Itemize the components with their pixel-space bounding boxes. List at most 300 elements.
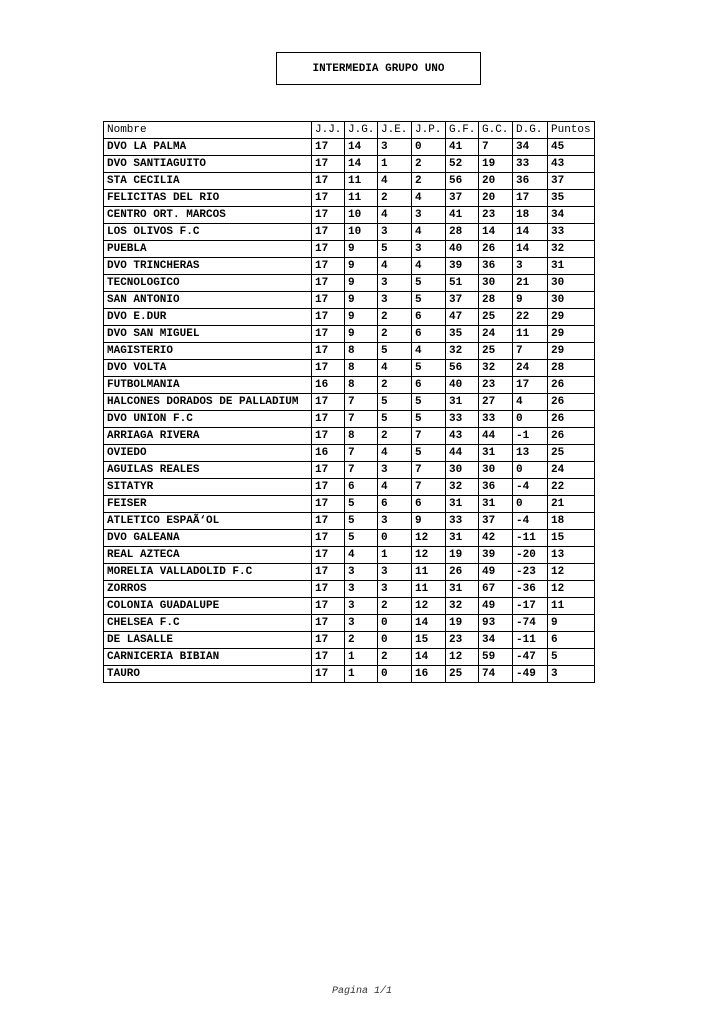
team-name-cell: COLONIA GUADALUPE — [104, 598, 312, 615]
stat-cell: 12 — [548, 581, 595, 598]
stat-cell: 11 — [412, 581, 446, 598]
stat-cell: 0 — [378, 615, 412, 632]
stat-cell: 33 — [548, 224, 595, 241]
table-row — [104, 411, 595, 428]
stat-cell: 42 — [479, 530, 513, 547]
stat-cell: 32 — [479, 360, 513, 377]
table-row — [104, 428, 595, 445]
stat-cell: 2 — [378, 377, 412, 394]
table-row — [104, 292, 595, 309]
stat-cell: 8 — [345, 343, 378, 360]
stat-cell: 47 — [446, 309, 479, 326]
stat-cell: 4 — [378, 258, 412, 275]
stat-cell: 12 — [548, 564, 595, 581]
stat-cell: 23 — [446, 632, 479, 649]
stat-cell: 17 — [312, 309, 345, 326]
standings-table — [103, 121, 595, 683]
stat-cell: 1 — [378, 156, 412, 173]
team-name-cell: DVO SANTIAGUITO — [104, 156, 312, 173]
stat-cell: 25 — [479, 343, 513, 360]
table-row — [104, 547, 595, 564]
team-name-cell: LOS OLIVOS F.C — [104, 224, 312, 241]
stat-cell: 7 — [412, 462, 446, 479]
stat-cell: 5 — [412, 360, 446, 377]
stat-cell: 19 — [446, 547, 479, 564]
stat-cell: 3 — [378, 139, 412, 156]
team-name-cell: CHELSEA F.C — [104, 615, 312, 632]
stat-cell: 24 — [548, 462, 595, 479]
stat-cell: 34 — [513, 139, 548, 156]
stat-cell: 17 — [312, 513, 345, 530]
table-row — [104, 190, 595, 207]
stat-cell: 30 — [479, 462, 513, 479]
stat-cell: 9 — [345, 275, 378, 292]
stat-cell: 12 — [412, 547, 446, 564]
stat-cell: 4 — [378, 479, 412, 496]
stat-cell: 2 — [345, 632, 378, 649]
stat-cell: 34 — [479, 632, 513, 649]
table-row — [104, 649, 595, 666]
stat-cell: 29 — [548, 343, 595, 360]
table-header-row — [104, 122, 595, 139]
stat-cell: 4 — [412, 190, 446, 207]
stat-cell: 25 — [446, 666, 479, 683]
stat-cell: 7 — [345, 411, 378, 428]
table-row — [104, 360, 595, 377]
stat-cell: 31 — [446, 496, 479, 513]
stat-cell: 4 — [378, 207, 412, 224]
stat-cell: 14 — [513, 241, 548, 258]
stat-cell: 3 — [378, 513, 412, 530]
team-name-cell: AGUILAS REALES — [104, 462, 312, 479]
stat-cell: 14 — [479, 224, 513, 241]
page-title: INTERMEDIA GRUPO UNO — [276, 52, 481, 85]
table-row — [104, 139, 595, 156]
stat-cell: 41 — [446, 139, 479, 156]
table-row — [104, 156, 595, 173]
stat-cell: 20 — [479, 190, 513, 207]
stat-cell: 31 — [479, 496, 513, 513]
stat-cell: 51 — [446, 275, 479, 292]
team-name-cell: ATLETICO ESPAÃ‘OL — [104, 513, 312, 530]
stat-cell: 28 — [479, 292, 513, 309]
stat-cell: 5 — [378, 343, 412, 360]
column-header: D.G. — [513, 122, 548, 139]
stat-cell: 17 — [312, 649, 345, 666]
table-row — [104, 564, 595, 581]
team-name-cell: TAURO — [104, 666, 312, 683]
stat-cell: 56 — [446, 173, 479, 190]
stat-cell: 30 — [548, 292, 595, 309]
stat-cell: 37 — [548, 173, 595, 190]
stat-cell: 31 — [446, 530, 479, 547]
stat-cell: 17 — [312, 547, 345, 564]
column-header: Nombre — [104, 122, 312, 139]
stat-cell: 7 — [345, 462, 378, 479]
stat-cell: 10 — [345, 207, 378, 224]
stat-cell: -74 — [513, 615, 548, 632]
stat-cell: 5 — [378, 241, 412, 258]
column-header: J.E. — [378, 122, 412, 139]
table-row — [104, 581, 595, 598]
stat-cell: 26 — [548, 394, 595, 411]
stat-cell: 5 — [378, 411, 412, 428]
stat-cell: 8 — [345, 377, 378, 394]
stat-cell: 27 — [479, 394, 513, 411]
table-row — [104, 326, 595, 343]
stat-cell: -4 — [513, 513, 548, 530]
stat-cell: 3 — [378, 581, 412, 598]
stat-cell: 9 — [513, 292, 548, 309]
table-row — [104, 513, 595, 530]
team-name-cell: PUEBLA — [104, 241, 312, 258]
stat-cell: 11 — [345, 173, 378, 190]
stat-cell: 9 — [345, 326, 378, 343]
stat-cell: 5 — [345, 530, 378, 547]
stat-cell: 31 — [446, 394, 479, 411]
stat-cell: 6 — [412, 309, 446, 326]
team-name-cell: MAGISTERIO — [104, 343, 312, 360]
stat-cell: 56 — [446, 360, 479, 377]
stat-cell: 29 — [548, 326, 595, 343]
stat-cell: -20 — [513, 547, 548, 564]
table-row — [104, 615, 595, 632]
team-name-cell: DVO LA PALMA — [104, 139, 312, 156]
team-name-cell: CARNICERIA BIBIAN — [104, 649, 312, 666]
stat-cell: 2 — [378, 309, 412, 326]
stat-cell: 33 — [446, 513, 479, 530]
stat-cell: 4 — [412, 258, 446, 275]
stat-cell: 29 — [548, 309, 595, 326]
team-name-cell: SITATYR — [104, 479, 312, 496]
stat-cell: 32 — [446, 479, 479, 496]
stat-cell: 6 — [378, 496, 412, 513]
stat-cell: 59 — [479, 649, 513, 666]
stat-cell: 4 — [378, 445, 412, 462]
stat-cell: 2 — [378, 326, 412, 343]
team-name-cell: DVO TRINCHERAS — [104, 258, 312, 275]
stat-cell: 14 — [412, 649, 446, 666]
stat-cell: 22 — [513, 309, 548, 326]
stat-cell: 1 — [378, 547, 412, 564]
stat-cell: 33 — [479, 411, 513, 428]
table-row — [104, 258, 595, 275]
table-row — [104, 666, 595, 683]
stat-cell: 7 — [345, 445, 378, 462]
table-row — [104, 207, 595, 224]
stat-cell: 4 — [412, 343, 446, 360]
stat-cell: 17 — [312, 360, 345, 377]
stat-cell: 17 — [312, 326, 345, 343]
stat-cell: 4 — [412, 224, 446, 241]
team-name-cell: DE LASALLE — [104, 632, 312, 649]
stat-cell: 39 — [479, 547, 513, 564]
team-name-cell: FELICITAS DEL RIO — [104, 190, 312, 207]
team-name-cell: FEISER — [104, 496, 312, 513]
table-row — [104, 275, 595, 292]
stat-cell: 7 — [345, 394, 378, 411]
team-name-cell: ARRIAGA RIVERA — [104, 428, 312, 445]
stat-cell: 37 — [446, 292, 479, 309]
stat-cell: 3 — [548, 666, 595, 683]
stat-cell: 17 — [312, 258, 345, 275]
stat-cell: 31 — [548, 258, 595, 275]
stat-cell: 7 — [412, 428, 446, 445]
stat-cell: -17 — [513, 598, 548, 615]
stat-cell: 17 — [312, 632, 345, 649]
stat-cell: 17 — [312, 615, 345, 632]
stat-cell: 45 — [548, 139, 595, 156]
stat-cell: 8 — [345, 360, 378, 377]
stat-cell: 44 — [479, 428, 513, 445]
stat-cell: 2 — [378, 598, 412, 615]
stat-cell: 11 — [345, 190, 378, 207]
stat-cell: 49 — [479, 564, 513, 581]
table-row — [104, 241, 595, 258]
stat-cell: 30 — [479, 275, 513, 292]
stat-cell: 44 — [446, 445, 479, 462]
column-header: J.J. — [312, 122, 345, 139]
stat-cell: 16 — [312, 445, 345, 462]
stat-cell: 32 — [548, 241, 595, 258]
stat-cell: 17 — [312, 173, 345, 190]
stat-cell: 2 — [412, 173, 446, 190]
stat-cell: 3 — [412, 207, 446, 224]
stat-cell: 4 — [513, 394, 548, 411]
stat-cell: 3 — [378, 275, 412, 292]
stat-cell: 9 — [345, 292, 378, 309]
stat-cell: 10 — [345, 224, 378, 241]
stat-cell: 5 — [412, 445, 446, 462]
stat-cell: 25 — [479, 309, 513, 326]
stat-cell: 12 — [446, 649, 479, 666]
stat-cell: 31 — [479, 445, 513, 462]
stat-cell: 26 — [548, 377, 595, 394]
stat-cell: 3 — [345, 581, 378, 598]
stat-cell: 17 — [312, 598, 345, 615]
stat-cell: 14 — [345, 156, 378, 173]
stat-cell: -23 — [513, 564, 548, 581]
stat-cell: 52 — [446, 156, 479, 173]
stat-cell: 0 — [378, 530, 412, 547]
stat-cell: 17 — [312, 581, 345, 598]
stat-cell: 9 — [345, 309, 378, 326]
column-header: G.C. — [479, 122, 513, 139]
column-header: G.F. — [446, 122, 479, 139]
stat-cell: 0 — [378, 632, 412, 649]
stat-cell: 17 — [312, 139, 345, 156]
stat-cell: 12 — [412, 530, 446, 547]
stat-cell: 30 — [446, 462, 479, 479]
stat-cell: 5 — [412, 394, 446, 411]
stat-cell: 13 — [513, 445, 548, 462]
team-name-cell: DVO SAN MIGUEL — [104, 326, 312, 343]
stat-cell: 26 — [446, 564, 479, 581]
stat-cell: 5 — [412, 292, 446, 309]
stat-cell: 1 — [345, 649, 378, 666]
stat-cell: 3 — [378, 292, 412, 309]
stat-cell: 9 — [345, 258, 378, 275]
table-row — [104, 479, 595, 496]
team-name-cell: SAN ANTONIO — [104, 292, 312, 309]
stat-cell: 17 — [312, 190, 345, 207]
stat-cell: 5 — [345, 496, 378, 513]
stat-cell: 22 — [548, 479, 595, 496]
team-name-cell: HALCONES DORADOS DE PALLADIUM — [104, 394, 312, 411]
team-name-cell: TECNOLOGICO — [104, 275, 312, 292]
stat-cell: 3 — [412, 241, 446, 258]
stat-cell: -49 — [513, 666, 548, 683]
stat-cell: 15 — [548, 530, 595, 547]
team-name-cell: DVO VOLTA — [104, 360, 312, 377]
stat-cell: 6 — [412, 377, 446, 394]
stat-cell: 67 — [479, 581, 513, 598]
stat-cell: 5 — [412, 411, 446, 428]
stat-cell: 24 — [479, 326, 513, 343]
stat-cell: 23 — [479, 207, 513, 224]
stat-cell: 11 — [513, 326, 548, 343]
stat-cell: 17 — [312, 394, 345, 411]
stat-cell: 40 — [446, 377, 479, 394]
stat-cell: 17 — [312, 428, 345, 445]
stat-cell: 37 — [446, 190, 479, 207]
stat-cell: 17 — [312, 207, 345, 224]
stat-cell: 6 — [412, 326, 446, 343]
stat-cell: 17 — [312, 241, 345, 258]
stat-cell: -36 — [513, 581, 548, 598]
stat-cell: 21 — [548, 496, 595, 513]
stat-cell: 13 — [548, 547, 595, 564]
table-row — [104, 632, 595, 649]
stat-cell: 9 — [345, 241, 378, 258]
stat-cell: 36 — [479, 258, 513, 275]
stat-cell: 6 — [548, 632, 595, 649]
stat-cell: 7 — [479, 139, 513, 156]
stat-cell: 17 — [513, 190, 548, 207]
stat-cell: 26 — [548, 428, 595, 445]
stat-cell: 1 — [345, 666, 378, 683]
stat-cell: 9 — [548, 615, 595, 632]
stat-cell: 0 — [513, 411, 548, 428]
stat-cell: 5 — [412, 275, 446, 292]
stat-cell: 17 — [312, 292, 345, 309]
team-name-cell: MORELIA VALLADOLID F.C — [104, 564, 312, 581]
team-name-cell: STA CECILIA — [104, 173, 312, 190]
stat-cell: 40 — [446, 241, 479, 258]
stat-cell: 31 — [446, 581, 479, 598]
stat-cell: 30 — [548, 275, 595, 292]
stat-cell: 39 — [446, 258, 479, 275]
stat-cell: 43 — [446, 428, 479, 445]
stat-cell: 3 — [378, 462, 412, 479]
stat-cell: 25 — [548, 445, 595, 462]
page-footer: Pagina 1/1 — [331, 986, 392, 997]
stat-cell: 14 — [345, 139, 378, 156]
stat-cell: 11 — [412, 564, 446, 581]
column-header: J.G. — [345, 122, 378, 139]
team-name-cell: REAL AZTECA — [104, 547, 312, 564]
column-header: Puntos — [548, 122, 595, 139]
stat-cell: 7 — [412, 479, 446, 496]
stat-cell: 34 — [548, 207, 595, 224]
stat-cell: 2 — [378, 428, 412, 445]
stat-cell: 33 — [513, 156, 548, 173]
stat-cell: 37 — [479, 513, 513, 530]
stat-cell: 35 — [548, 190, 595, 207]
stat-cell: 6 — [345, 479, 378, 496]
stat-cell: -1 — [513, 428, 548, 445]
stat-cell: 19 — [446, 615, 479, 632]
stat-cell: 17 — [312, 479, 345, 496]
table-row — [104, 462, 595, 479]
table-row — [104, 173, 595, 190]
stat-cell: 28 — [548, 360, 595, 377]
stat-cell: 17 — [312, 530, 345, 547]
stat-cell: 8 — [345, 428, 378, 445]
stat-cell: 35 — [446, 326, 479, 343]
stat-cell: 17 — [312, 343, 345, 360]
stat-cell: 28 — [446, 224, 479, 241]
stat-cell: -11 — [513, 632, 548, 649]
stat-cell: 0 — [513, 496, 548, 513]
stat-cell: 0 — [378, 666, 412, 683]
stat-cell: 12 — [412, 598, 446, 615]
table-row — [104, 343, 595, 360]
stat-cell: 17 — [513, 377, 548, 394]
stat-cell: 0 — [412, 139, 446, 156]
stat-cell: 5 — [378, 394, 412, 411]
stat-cell: 18 — [513, 207, 548, 224]
stat-cell: 19 — [479, 156, 513, 173]
stat-cell: 15 — [412, 632, 446, 649]
stat-cell: 2 — [378, 190, 412, 207]
stat-cell: 49 — [479, 598, 513, 615]
stat-cell: 17 — [312, 564, 345, 581]
stat-cell: 41 — [446, 207, 479, 224]
table-row — [104, 496, 595, 513]
table-row — [104, 377, 595, 394]
table-row — [104, 309, 595, 326]
stat-cell: 11 — [548, 598, 595, 615]
stat-cell: 74 — [479, 666, 513, 683]
table-row — [104, 598, 595, 615]
stat-cell: 14 — [513, 224, 548, 241]
team-name-cell: DVO E.DUR — [104, 309, 312, 326]
stat-cell: 43 — [548, 156, 595, 173]
stat-cell: 20 — [479, 173, 513, 190]
column-header: J.P. — [412, 122, 446, 139]
stat-cell: 3 — [378, 564, 412, 581]
table-row — [104, 224, 595, 241]
team-name-cell: OVIEDO — [104, 445, 312, 462]
stat-cell: 9 — [412, 513, 446, 530]
stat-cell: 36 — [513, 173, 548, 190]
stat-cell: 5 — [345, 513, 378, 530]
table-row — [104, 394, 595, 411]
stat-cell: 17 — [312, 224, 345, 241]
stat-cell: 93 — [479, 615, 513, 632]
stat-cell: 17 — [312, 156, 345, 173]
stat-cell: 17 — [312, 275, 345, 292]
team-name-cell: ZORROS — [104, 581, 312, 598]
stat-cell: 18 — [548, 513, 595, 530]
stat-cell: 33 — [446, 411, 479, 428]
stat-cell: 32 — [446, 343, 479, 360]
stat-cell: 17 — [312, 462, 345, 479]
stat-cell: -11 — [513, 530, 548, 547]
stat-cell: 4 — [378, 360, 412, 377]
stat-cell: 24 — [513, 360, 548, 377]
